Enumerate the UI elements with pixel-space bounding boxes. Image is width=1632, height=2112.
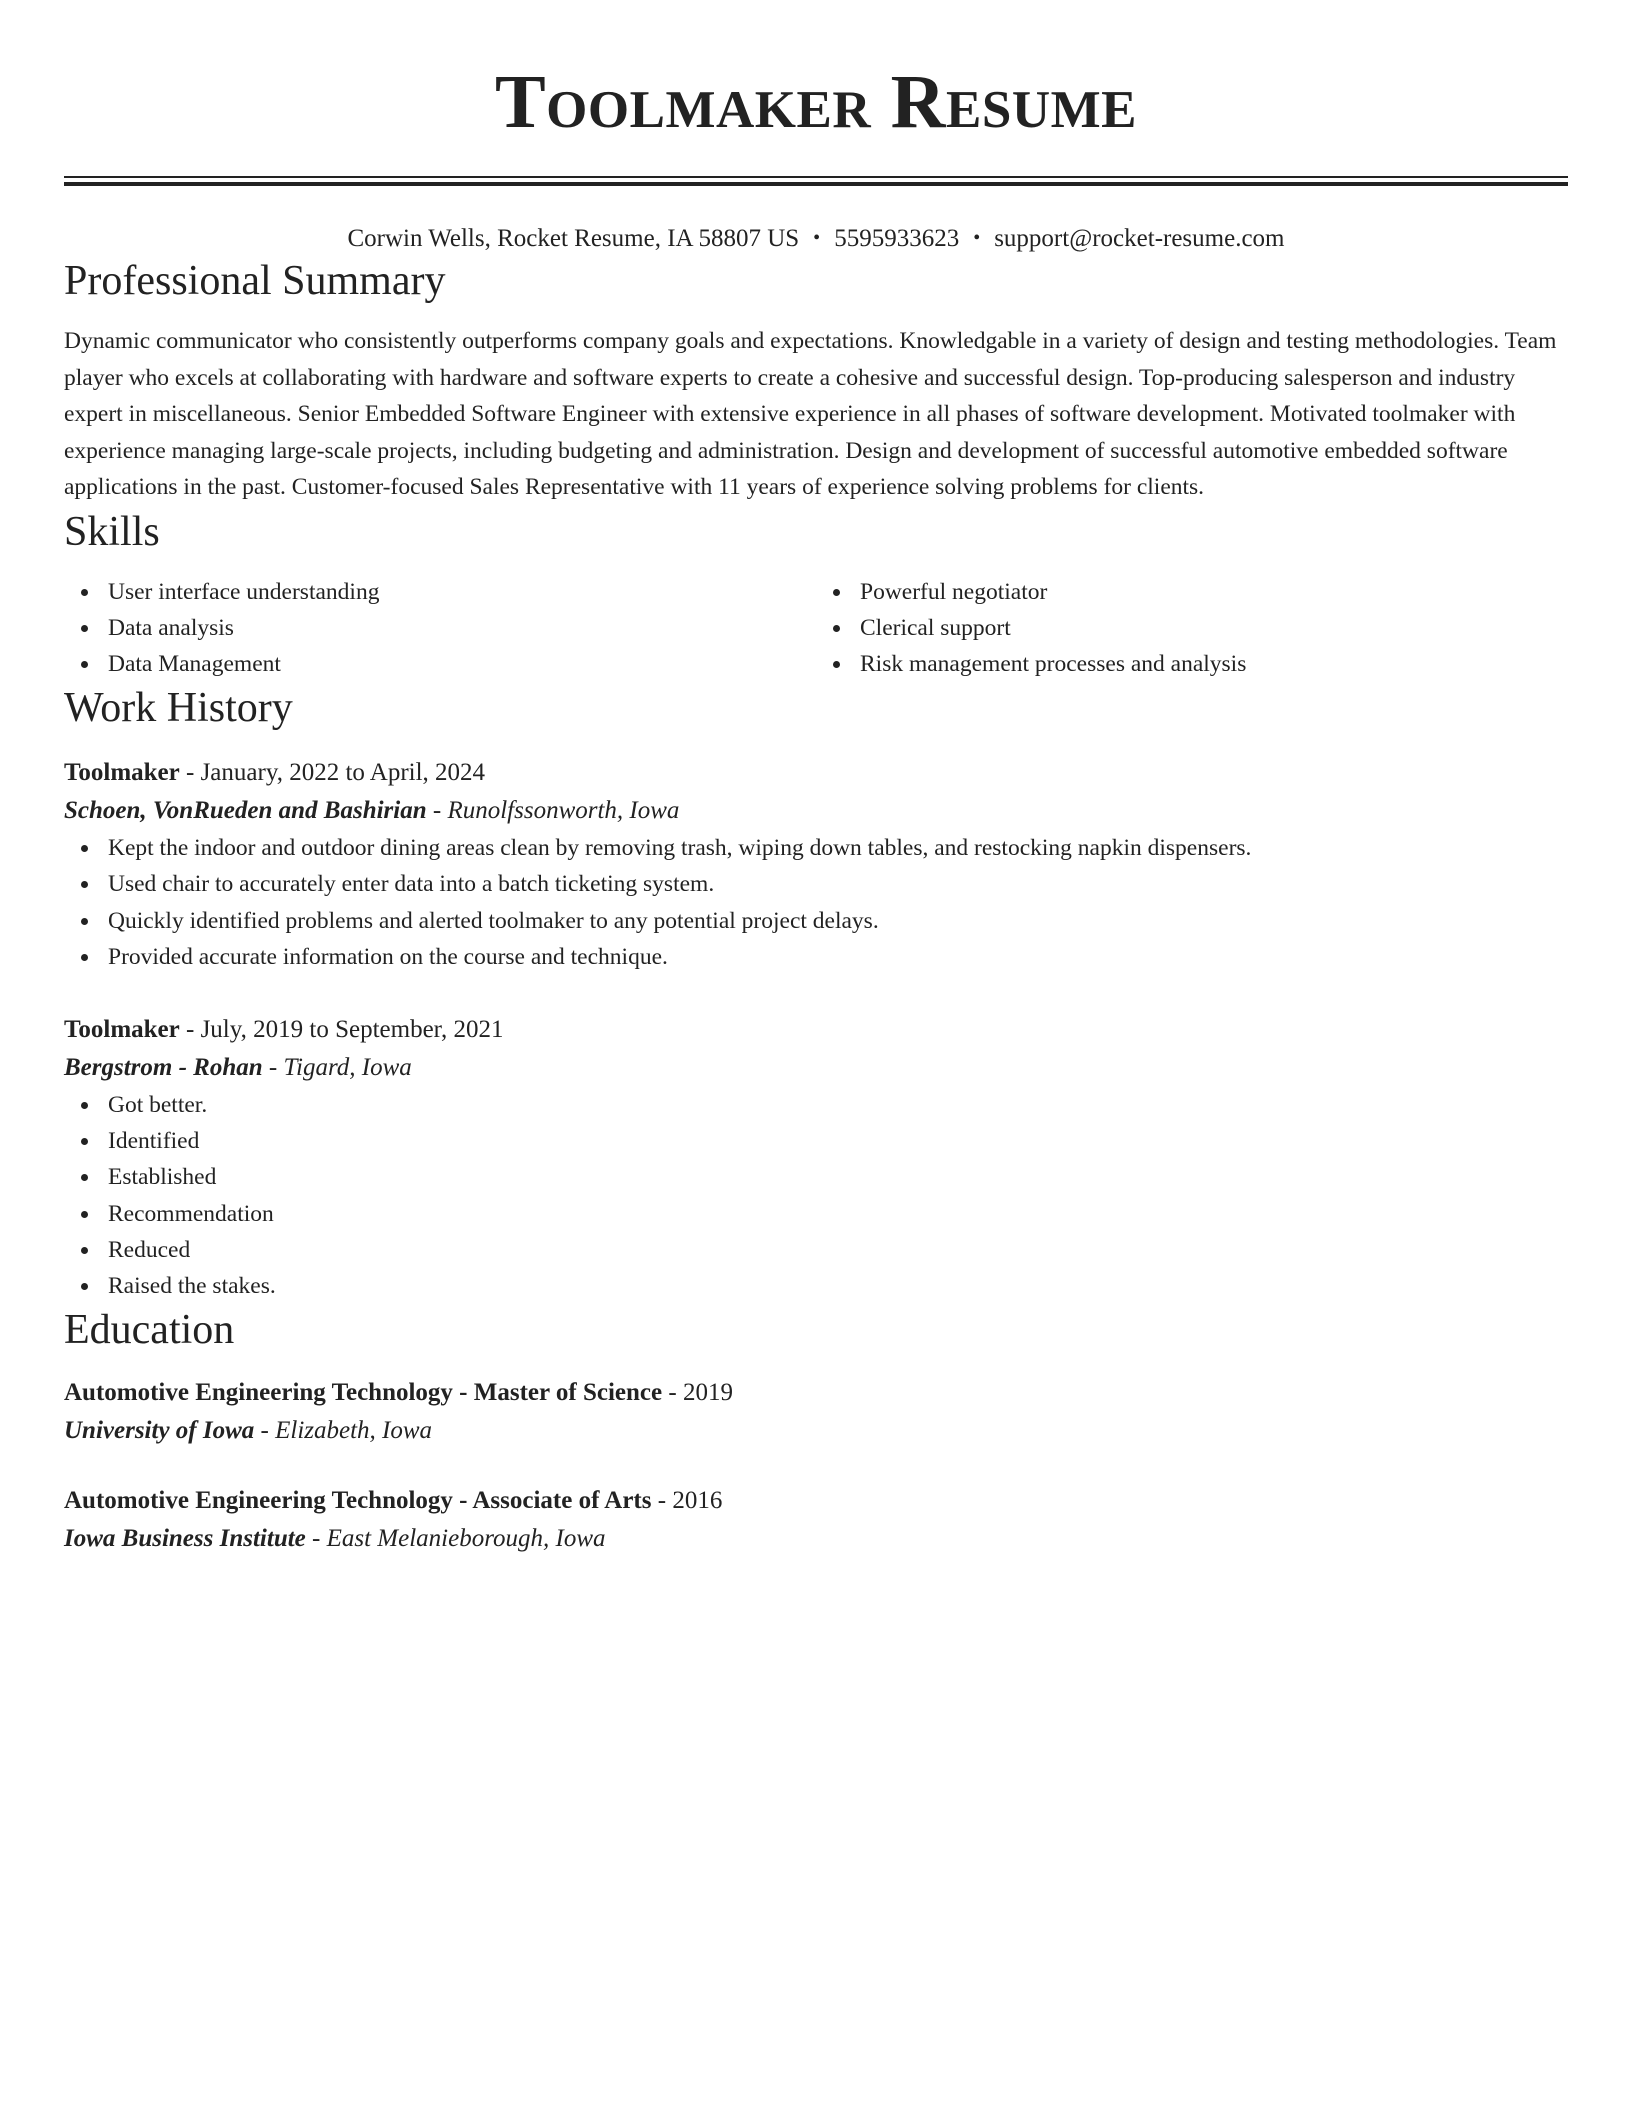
graduation-year: 2016 (672, 1487, 723, 1515)
dash-separator: - (651, 1487, 673, 1515)
job-title: Toolmaker (64, 759, 180, 787)
skills-list-right (816, 574, 1568, 683)
employer-line (64, 792, 1568, 830)
job-entry (64, 1011, 1568, 1304)
job-bullet-list (64, 830, 1568, 975)
summary-heading: Professional Summary (64, 258, 446, 304)
job-title-line (64, 1011, 1568, 1049)
job-bullet: Established (64, 1159, 1568, 1195)
dash-separator: - (305, 1525, 327, 1553)
education-entry (64, 1482, 1568, 1558)
skill-item: User interface understanding (64, 574, 816, 610)
degree-name: Automotive Engineering Technology - Associate of Arts (64, 1487, 652, 1515)
title-double-rule (64, 176, 1568, 186)
dash-separator: - (179, 1015, 201, 1043)
job-bullet: Provided accurate information on the course and technique. (64, 939, 1568, 975)
skills-heading: Skills (64, 508, 160, 555)
job-bullet: Identified (64, 1123, 1568, 1159)
dash-separator: - (662, 1379, 683, 1407)
graduation-year: 2019 (682, 1379, 733, 1407)
job-dates: January, 2022 to April, 2024 (200, 759, 486, 787)
employer-name: Bergstrom - Rohan (64, 1053, 263, 1081)
school-location: East Melanieborough, Iowa (326, 1525, 606, 1553)
job-dates: July, 2019 to September, 2021 (200, 1015, 504, 1043)
dash-separator: - (179, 759, 201, 787)
degree-line (64, 1482, 1568, 1520)
contact-address: Corwin Wells, Rocket Resume, IA 58807 US (347, 225, 800, 252)
dash-separator: - (262, 1053, 284, 1081)
job-bullet: Recommendation (64, 1196, 1568, 1232)
school-name: Iowa Business Institute (64, 1525, 306, 1553)
skill-item: Powerful negotiator (816, 574, 1568, 610)
contact-line (64, 222, 1568, 255)
dash-separator: - (426, 797, 448, 825)
skill-item: Clerical support (816, 610, 1568, 646)
job-bullet: Got better. (64, 1087, 1568, 1123)
education-entry (64, 1374, 1568, 1450)
employer-location: Tigard, Iowa (283, 1053, 412, 1081)
employer-line (64, 1049, 1568, 1087)
contact-email: support@rocket-resume.com (994, 225, 1285, 252)
contact-phone: 5595933623 (834, 225, 960, 252)
job-entry (64, 754, 1568, 975)
education-heading: Education (64, 1307, 235, 1354)
skill-item: Risk management processes and analysis (816, 646, 1568, 682)
employer-name: Schoen, VonRueden and Bashirian (64, 797, 427, 825)
school-location: Elizabeth, Iowa (275, 1417, 433, 1445)
skill-item: Data analysis (64, 610, 816, 646)
work-history-heading: Work History (64, 685, 293, 732)
job-bullet: Raised the stakes. (64, 1268, 1568, 1304)
skills-list-left (64, 574, 816, 683)
bullet-separator: • (813, 227, 821, 249)
bullet-separator: • (973, 227, 981, 249)
employer-location: Runolfssonworth, Iowa (447, 797, 680, 825)
skill-item: Data Management (64, 646, 816, 682)
dash-separator: - (254, 1417, 276, 1445)
summary-text: Dynamic communicator who consistently outperforms company goals and expectations. Knowledgable in a variety of design and testing methodologies. Team player who excels at collaborating with hardware and software experts to create a cohesive and successful design. Top-producing salesperson and industry expert in miscellaneous. Senior Embedded Software Engineer with extensive experience in all phases of software development. Motivated toolmaker with experience managing large-scale projects, including budgeting and administration. Design and development of successful automotive embedded software applications in the past. Customer-focused Sales Representative with 11 years of experience solving problems for clients. (64, 328, 1557, 500)
job-bullet: Used chair to accurately enter data into a batch ticketing system. (64, 866, 1568, 902)
school-line (64, 1412, 1568, 1450)
job-title-line (64, 754, 1568, 792)
resume-title: Toolmaker Resume (494, 60, 1137, 144)
job-title: Toolmaker (64, 1015, 180, 1043)
degree-name: Automotive Engineering Technology - Master of Science (64, 1379, 663, 1407)
school-line (64, 1520, 1568, 1558)
degree-line (64, 1374, 1568, 1412)
job-bullet: Kept the indoor and outdoor dining areas clean by removing trash, wiping down tables, and restocking napkin dispensers. (64, 830, 1568, 866)
job-bullet: Quickly identified problems and alerted toolmaker to any potential project delays. (64, 903, 1568, 939)
job-bullet-list (64, 1087, 1568, 1304)
skills-columns (64, 574, 1568, 683)
school-name: University of Iowa (64, 1417, 255, 1445)
job-bullet: Reduced (64, 1232, 1568, 1268)
